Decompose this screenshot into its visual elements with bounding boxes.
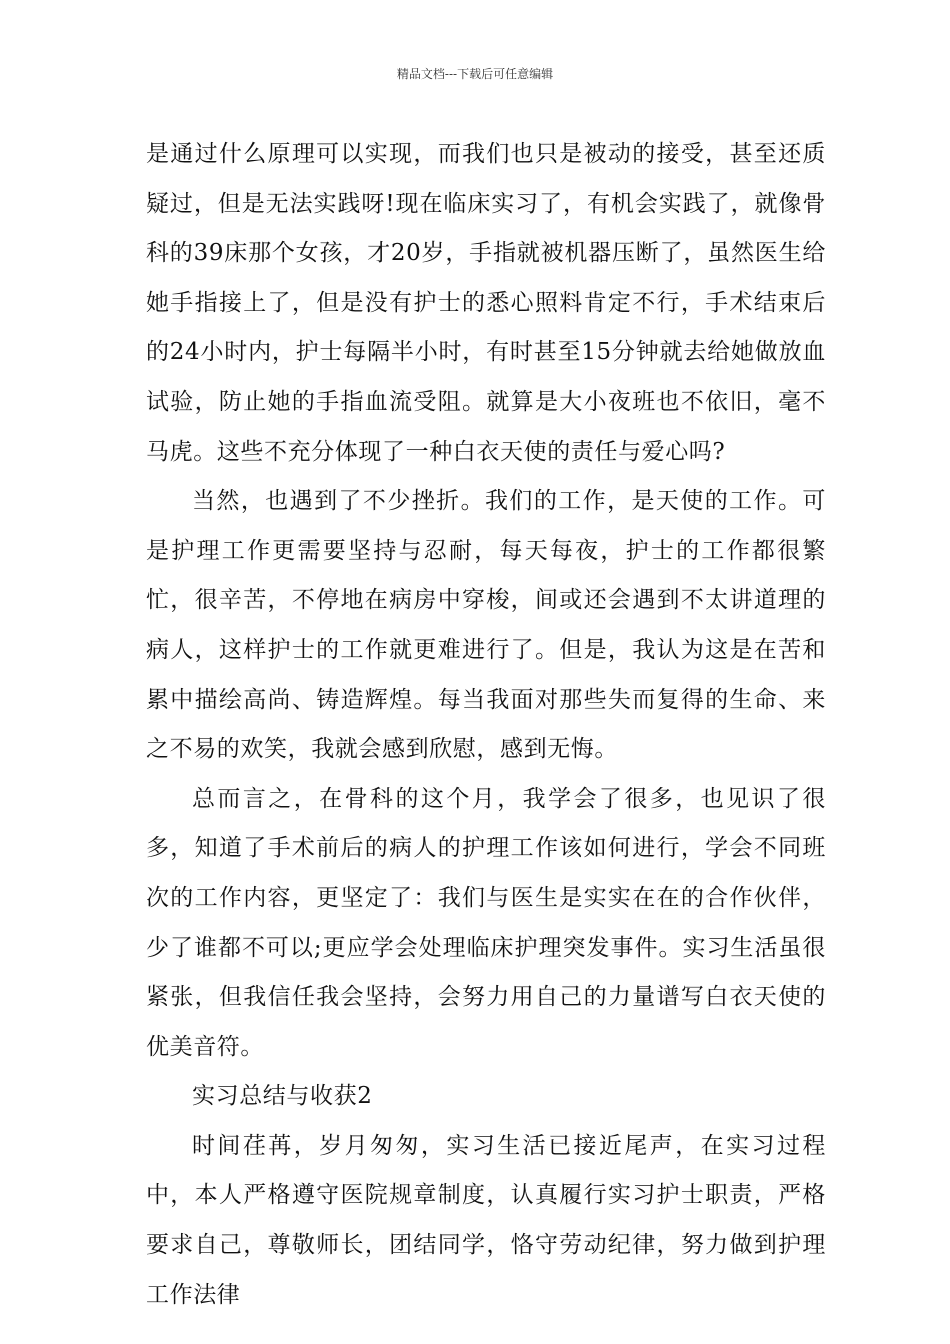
page-header: 精品文档---下载后可任意编辑 (396, 67, 554, 81)
paragraph-2: 当然，也遇到了不少挫折。我们的工作，是天使的工作。可是护理工作更需要坚持与忍耐，每天每夜，护士的工作都很繁忙，很辛苦，不停地在病房中穿梭，间或还会遇到不太讲道理的病人，这样护士的工作就更难进行了。但是，我认为这是在苦和累中描绘高尚、铸造辉煌。每当我面对那些失而复得的生命、来之不易的欢笑，我就会感到欣慰，感到无悔。 (146, 488, 826, 763)
paragraph-4: 时间荏苒，岁月匆匆，实习生活已接近尾声，在实习过程中，本人严格遵守医院规章制度，认真履行实习护士职责，严格要求自己，尊敬师长，团结同学，恪守劳动纪律，努力做到护理工作法律 (146, 1132, 826, 1308)
paragraph-1: 是通过什么原理可以实现，而我们也只是被动的接受，甚至还质疑过，但是无法实践呀!现在临床实习了，有机会实践了，就像骨科的39床那个女孩，才20岁，手指就被机器压断了，虽然医生给她手指接上了，但是没有护士的悉心照料肯定不行，手术结束后的24小时内，护士每隔半小时，有时甚至15分钟就去给她做放血试验，防止她的手指血流受阻。就算是大小夜班也不依旧，毫不马虎。这些不充分体现了一种白衣天使的责任与爱心吗? (146, 141, 826, 465)
paragraph-3: 总而言之，在骨科的这个月，我学会了很多，也见识了很多，知道了手术前后的病人的护理工作该如何进行，学会不同班次的工作内容，更坚定了：我们与医生是实实在在的合作伙伴，少了谁都不可以;更应学会处理临床护理突发事件。实习生活虽很紧张，但我信任我会坚持，会努力用自己的力量谱写白衣天使的优美音符。 (146, 785, 826, 1060)
document-body (146, 130, 826, 1320)
section-heading: 实习总结与收获2 (192, 1083, 373, 1110)
